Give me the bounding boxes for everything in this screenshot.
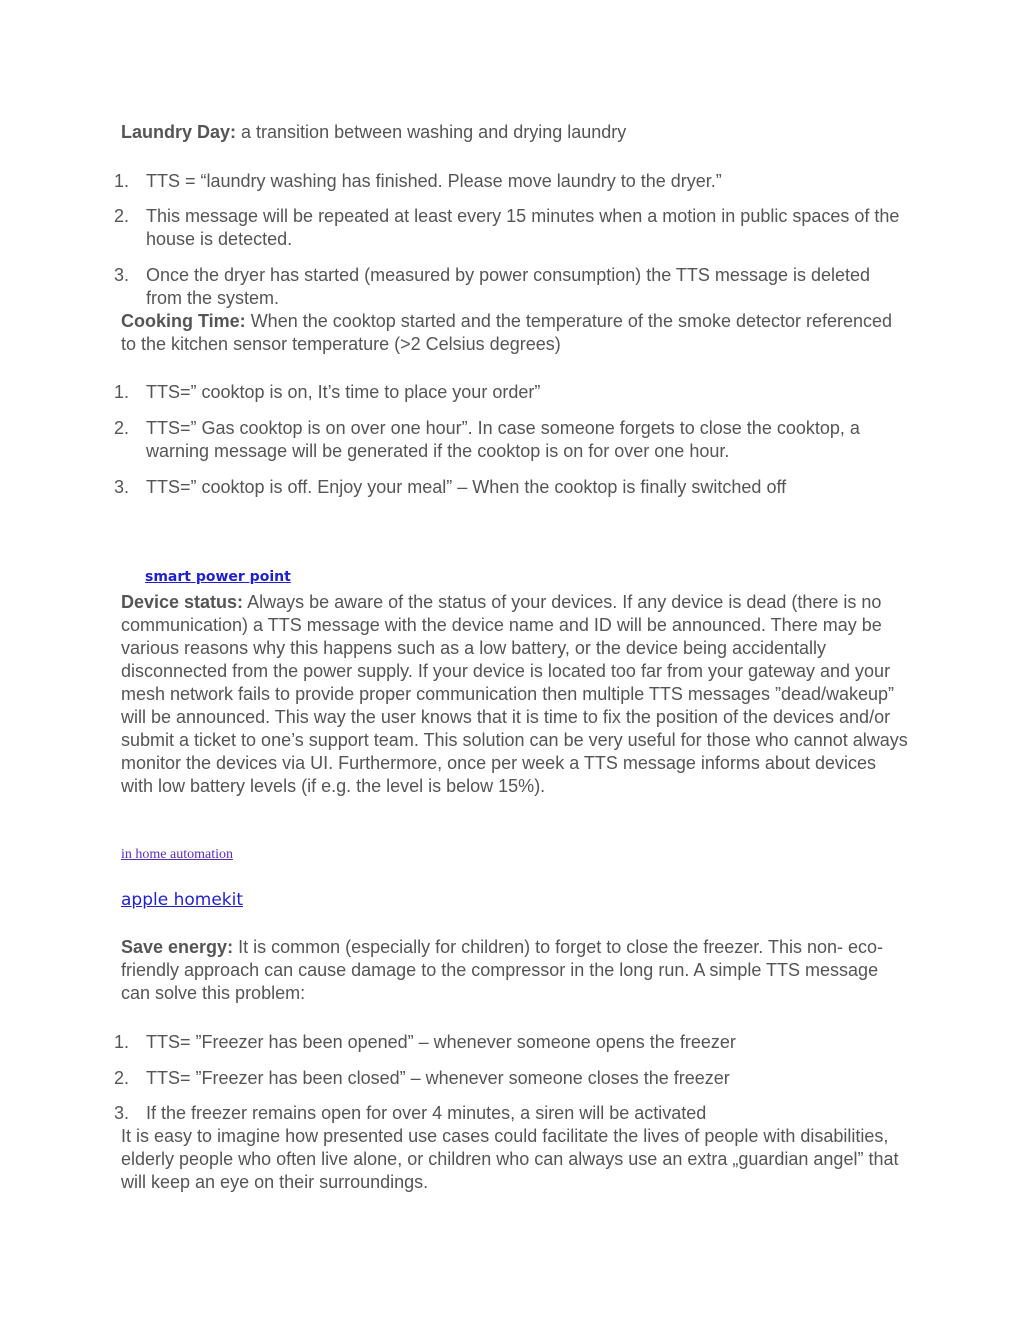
energy-heading: Save energy: (121, 937, 234, 957)
device-body-text: Always be aware of the status of your devices. If any device is dead (there is no communication) a TTS message with the device name and ID will be announced. There may be various reasons why this happens such as a low battery, or the device being accidentally disconnected from the power supply. If your device is located too far from your gateway and your mesh network fails to provide proper communication then multiple TTS messages ”dead/wakeup” will be announced. This way the user knows that it is time to fix the position of the devices and/or submit a ticket to one’s support team. This solution can be very useful for those who cannot always monitor the devices via UI. Furthermore, once per week a TTS message informs about devices with low battery levels (if e.g. the level is below 15%). (121, 592, 908, 796)
in-home-automation-link[interactable]: in home automation (121, 847, 233, 862)
energy-intro (121, 936, 911, 1005)
energy-intro-text: It is common (especially for children) to forget to close the freezer. This non- eco-friendly approach can cause damage to the compressor in the long run. A simple TTS message can solve this problem: (121, 937, 884, 1003)
list-text: This message will be repeated at least every 15 minutes when a motion in public spaces of the house is detected. (146, 206, 900, 249)
list-number: 1. (114, 1032, 130, 1052)
closing-paragraph: It is easy to imagine how presented use cases could facilitate the lives of people with disabilities, elderly people who often live alone, or children who can always use an extra „guardian angel” that will keep an eye on their surroundings. (121, 1126, 899, 1192)
list-number: 2. (114, 1068, 130, 1088)
laundry-intro (121, 121, 911, 144)
device-heading: Device status: (121, 592, 244, 612)
list-text: TTS = “laundry washing has finished. Please move laundry to the dryer.” (146, 171, 722, 191)
list-number: 3. (114, 477, 130, 497)
list-number: 3. (114, 1103, 130, 1123)
list-text: TTS=” Gas cooktop is on over one hour”. In case someone forgets to close the cooktop, a warning message will be generated if the cooktop is on for over one hour. (146, 418, 860, 461)
list-number: 2. (114, 418, 130, 438)
cooking-intro (121, 310, 911, 356)
apple-homekit-link[interactable]: apple homekit (121, 890, 244, 910)
list-number: 2. (114, 206, 130, 226)
list-number: 3. (114, 265, 130, 285)
laundry-intro-text: a transition between washing and drying laundry (236, 122, 627, 142)
list-text: If the freezer remains open for over 4 minutes, a siren will be activated (146, 1103, 707, 1123)
list-text: TTS=” cooktop is on, It’s time to place your order” (146, 382, 541, 402)
list-text: TTS= ”Freezer has been closed” – whenever someone closes the freezer (146, 1068, 730, 1088)
list-text: Once the dryer has started (measured by power consumption) the TTS message is deleted from the system. (146, 265, 871, 308)
device-status-paragraph (121, 591, 911, 798)
list-text: TTS=” cooktop is off. Enjoy your meal” – When the cooktop is finally switched off (146, 477, 787, 497)
list-number: 1. (114, 171, 130, 191)
laundry-heading: Laundry Day: (121, 122, 237, 142)
cooking-heading: Cooking Time: (121, 311, 246, 331)
smart-power-point-link[interactable]: smart power point (145, 569, 291, 585)
cooking-intro-text: When the cooktop started and the temperature of the smoke detector referenced to the kitchen sensor temperature (>2 Celsius degrees) (121, 311, 893, 354)
list-number: 1. (114, 382, 130, 402)
list-text: TTS= ”Freezer has been opened” – whenever someone opens the freezer (146, 1032, 736, 1052)
